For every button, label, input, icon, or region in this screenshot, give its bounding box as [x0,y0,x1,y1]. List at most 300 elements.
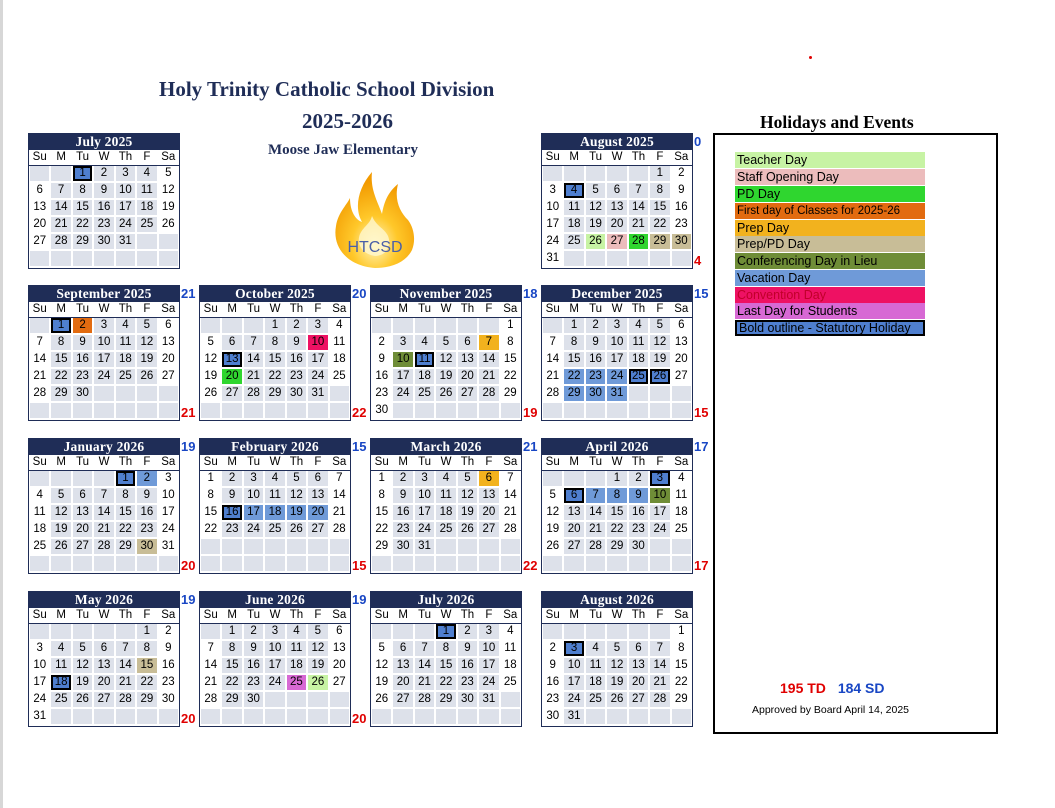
day-cell[interactable]: 30 [94,234,113,249]
day-cell[interactable]: 28 [543,386,562,401]
day-cell[interactable]: 11 [564,200,583,215]
day-cell[interactable]: 4 [564,183,583,198]
day-cell[interactable]: 5 [287,471,306,486]
day-cell[interactable]: 15 [564,352,583,367]
day-cell[interactable]: 8 [436,641,455,656]
day-cell[interactable]: 15 [501,352,520,367]
day-cell[interactable]: 28 [415,692,434,707]
day-cell[interactable]: 19 [73,675,92,690]
day-cell[interactable]: 18 [415,369,434,384]
day-cell[interactable]: 27 [159,369,178,384]
day-cell[interactable]: 9 [73,335,92,350]
day-cell[interactable]: 8 [265,335,284,350]
day-cell[interactable]: 30 [543,709,562,724]
day-cell[interactable]: 3 [116,166,135,181]
day-cell[interactable]: 16 [159,658,178,673]
day-cell[interactable]: 15 [436,658,455,673]
day-cell[interactable]: 7 [116,641,135,656]
day-cell[interactable]: 22 [372,522,391,537]
day-cell[interactable]: 21 [201,675,220,690]
day-cell[interactable]: 21 [650,675,669,690]
day-cell[interactable]: 28 [94,539,113,554]
day-cell[interactable]: 7 [415,641,434,656]
day-cell[interactable]: 29 [116,539,135,554]
day-cell[interactable]: 14 [330,488,349,503]
day-cell[interactable]: 8 [73,183,92,198]
day-cell[interactable]: 29 [672,692,691,707]
day-cell[interactable]: 29 [650,234,669,249]
day-cell[interactable]: 13 [308,488,327,503]
day-cell[interactable]: 18 [586,675,605,690]
day-cell[interactable]: 14 [479,352,498,367]
day-cell[interactable]: 13 [564,505,583,520]
day-cell[interactable]: 4 [672,471,691,486]
day-cell[interactable]: 1 [650,166,669,181]
day-cell[interactable]: 14 [94,505,113,520]
day-cell[interactable]: 20 [159,352,178,367]
day-cell[interactable]: 14 [201,658,220,673]
day-cell[interactable]: 11 [116,335,135,350]
day-cell[interactable]: 28 [116,692,135,707]
day-cell[interactable]: 25 [586,692,605,707]
day-cell[interactable]: 8 [672,641,691,656]
day-cell[interactable]: 9 [244,641,263,656]
day-cell[interactable]: 26 [73,692,92,707]
day-cell[interactable]: 19 [458,505,477,520]
day-cell[interactable]: 2 [73,318,92,333]
day-cell[interactable]: 17 [265,658,284,673]
day-cell[interactable]: 28 [330,522,349,537]
day-cell[interactable]: 9 [393,488,412,503]
day-cell[interactable]: 26 [458,522,477,537]
day-cell[interactable]: 3 [564,641,583,656]
day-cell[interactable]: 20 [73,522,92,537]
day-cell[interactable]: 3 [244,471,263,486]
day-cell[interactable]: 10 [543,200,562,215]
day-cell[interactable]: 13 [30,200,49,215]
day-cell[interactable]: 22 [137,675,156,690]
day-cell[interactable]: 29 [137,692,156,707]
day-cell[interactable]: 11 [51,658,70,673]
day-cell[interactable]: 23 [73,369,92,384]
day-cell[interactable]: 14 [629,200,648,215]
day-cell[interactable]: 22 [436,675,455,690]
day-cell[interactable]: 24 [415,522,434,537]
day-cell[interactable]: 28 [51,234,70,249]
day-cell[interactable]: 20 [672,352,691,367]
day-cell[interactable]: 4 [629,318,648,333]
day-cell[interactable]: 12 [73,658,92,673]
day-cell[interactable]: 22 [564,369,583,384]
day-cell[interactable]: 23 [372,386,391,401]
day-cell[interactable]: 10 [650,488,669,503]
day-cell[interactable]: 19 [137,352,156,367]
day-cell[interactable]: 9 [543,658,562,673]
day-cell[interactable]: 15 [201,505,220,520]
day-cell[interactable]: 10 [607,335,626,350]
day-cell[interactable]: 26 [543,539,562,554]
day-cell[interactable]: 10 [564,658,583,673]
day-cell[interactable]: 5 [607,641,626,656]
day-cell[interactable]: 12 [607,658,626,673]
day-cell[interactable]: 2 [629,471,648,486]
day-cell[interactable]: 18 [287,658,306,673]
day-cell[interactable]: 28 [629,234,648,249]
day-cell[interactable]: 31 [564,709,583,724]
day-cell[interactable]: 7 [479,335,498,350]
day-cell[interactable]: 27 [30,234,49,249]
day-cell[interactable]: 4 [137,166,156,181]
day-cell[interactable]: 31 [30,709,49,724]
day-cell[interactable]: 19 [308,658,327,673]
day-cell[interactable]: 20 [393,675,412,690]
day-cell[interactable]: 17 [564,675,583,690]
day-cell[interactable]: 21 [586,522,605,537]
day-cell[interactable]: 10 [159,488,178,503]
day-cell[interactable]: 3 [543,183,562,198]
day-cell[interactable]: 17 [308,352,327,367]
day-cell[interactable]: 14 [650,658,669,673]
day-cell[interactable]: 31 [607,386,626,401]
day-cell[interactable]: 2 [543,641,562,656]
day-cell[interactable]: 14 [244,352,263,367]
day-cell[interactable]: 22 [607,522,626,537]
day-cell[interactable]: 25 [436,522,455,537]
day-cell[interactable]: 9 [372,352,391,367]
day-cell[interactable]: 23 [458,675,477,690]
day-cell[interactable]: 14 [30,352,49,367]
day-cell[interactable]: 15 [51,352,70,367]
day-cell[interactable]: 20 [94,675,113,690]
day-cell[interactable]: 8 [51,335,70,350]
day-cell[interactable]: 21 [479,369,498,384]
day-cell[interactable]: 18 [116,352,135,367]
day-cell[interactable]: 13 [159,335,178,350]
day-cell[interactable]: 27 [393,692,412,707]
day-cell[interactable]: 18 [330,352,349,367]
day-cell[interactable]: 26 [201,386,220,401]
day-cell[interactable]: 7 [330,471,349,486]
day-cell[interactable]: 25 [116,369,135,384]
day-cell[interactable]: 8 [137,641,156,656]
day-cell[interactable]: 22 [116,522,135,537]
day-cell[interactable]: 14 [51,200,70,215]
day-cell[interactable]: 10 [265,641,284,656]
day-cell[interactable]: 10 [308,335,327,350]
day-cell[interactable]: 31 [543,251,562,266]
day-cell[interactable]: 11 [265,488,284,503]
day-cell[interactable]: 15 [73,200,92,215]
day-cell[interactable]: 3 [393,335,412,350]
day-cell[interactable]: 24 [116,217,135,232]
day-cell[interactable]: 7 [629,183,648,198]
day-cell[interactable]: 5 [372,641,391,656]
day-cell[interactable]: 5 [137,318,156,333]
day-cell[interactable]: 23 [629,522,648,537]
day-cell[interactable]: 25 [51,692,70,707]
day-cell[interactable]: 17 [543,217,562,232]
day-cell[interactable]: 3 [415,471,434,486]
day-cell[interactable]: 1 [51,318,70,333]
day-cell[interactable]: 23 [94,217,113,232]
day-cell[interactable]: 11 [330,335,349,350]
day-cell[interactable]: 16 [94,200,113,215]
day-cell[interactable]: 13 [94,658,113,673]
day-cell[interactable]: 10 [393,352,412,367]
day-cell[interactable]: 6 [479,471,498,486]
day-cell[interactable]: 29 [607,539,626,554]
day-cell[interactable]: 1 [672,624,691,639]
day-cell[interactable]: 15 [116,505,135,520]
day-cell[interactable]: 5 [458,471,477,486]
day-cell[interactable]: 24 [543,234,562,249]
day-cell[interactable]: 11 [501,641,520,656]
day-cell[interactable]: 29 [73,234,92,249]
day-cell[interactable]: 21 [501,505,520,520]
day-cell[interactable]: 26 [607,692,626,707]
day-cell[interactable]: 15 [137,658,156,673]
day-cell[interactable]: 17 [415,505,434,520]
day-cell[interactable]: 18 [672,505,691,520]
day-cell[interactable]: 2 [458,624,477,639]
day-cell[interactable]: 10 [479,641,498,656]
day-cell[interactable]: 4 [30,488,49,503]
day-cell[interactable]: 8 [222,641,241,656]
day-cell[interactable]: 29 [222,692,241,707]
day-cell[interactable]: 26 [586,234,605,249]
day-cell[interactable]: 1 [607,471,626,486]
day-cell[interactable]: 21 [629,217,648,232]
day-cell[interactable]: 15 [607,505,626,520]
day-cell[interactable]: 24 [244,522,263,537]
day-cell[interactable]: 22 [672,675,691,690]
day-cell[interactable]: 23 [672,217,691,232]
day-cell[interactable]: 4 [586,641,605,656]
day-cell[interactable]: 12 [137,335,156,350]
day-cell[interactable]: 4 [116,318,135,333]
day-cell[interactable]: 29 [51,386,70,401]
day-cell[interactable]: 6 [330,624,349,639]
day-cell[interactable]: 7 [51,183,70,198]
day-cell[interactable]: 19 [543,522,562,537]
day-cell[interactable]: 7 [650,641,669,656]
day-cell[interactable]: 21 [244,369,263,384]
day-cell[interactable]: 17 [650,505,669,520]
day-cell[interactable]: 4 [265,471,284,486]
day-cell[interactable]: 6 [629,641,648,656]
day-cell[interactable]: 16 [73,352,92,367]
day-cell[interactable]: 31 [415,539,434,554]
day-cell[interactable]: 6 [73,488,92,503]
day-cell[interactable]: 2 [372,335,391,350]
day-cell[interactable]: 25 [287,675,306,690]
day-cell[interactable]: 3 [265,624,284,639]
day-cell[interactable]: 6 [672,318,691,333]
day-cell[interactable]: 3 [94,318,113,333]
day-cell[interactable]: 13 [607,200,626,215]
day-cell[interactable]: 20 [479,505,498,520]
day-cell[interactable]: 25 [330,369,349,384]
day-cell[interactable]: 21 [51,217,70,232]
day-cell[interactable]: 11 [586,658,605,673]
day-cell[interactable]: 22 [73,217,92,232]
day-cell[interactable]: 19 [586,217,605,232]
day-cell[interactable]: 28 [244,386,263,401]
day-cell[interactable]: 6 [607,183,626,198]
day-cell[interactable]: 22 [201,522,220,537]
day-cell[interactable]: 8 [607,488,626,503]
day-cell[interactable]: 15 [650,200,669,215]
day-cell[interactable]: 8 [372,488,391,503]
day-cell[interactable]: 5 [586,183,605,198]
day-cell[interactable]: 25 [564,234,583,249]
day-cell[interactable]: 13 [393,658,412,673]
day-cell[interactable]: 2 [137,471,156,486]
day-cell[interactable]: 19 [201,369,220,384]
day-cell[interactable]: 21 [330,505,349,520]
day-cell[interactable]: 26 [308,675,327,690]
day-cell[interactable]: 7 [244,335,263,350]
day-cell[interactable]: 21 [116,675,135,690]
day-cell[interactable]: 29 [436,692,455,707]
day-cell[interactable]: 16 [222,505,241,520]
day-cell[interactable]: 13 [330,641,349,656]
day-cell[interactable]: 27 [308,522,327,537]
day-cell[interactable]: 12 [586,200,605,215]
day-cell[interactable]: 2 [287,318,306,333]
day-cell[interactable]: 10 [94,335,113,350]
day-cell[interactable]: 13 [479,488,498,503]
day-cell[interactable]: 26 [137,369,156,384]
day-cell[interactable]: 9 [222,488,241,503]
day-cell[interactable]: 12 [51,505,70,520]
day-cell[interactable]: 18 [436,505,455,520]
day-cell[interactable]: 19 [372,675,391,690]
day-cell[interactable]: 16 [287,352,306,367]
day-cell[interactable]: 2 [94,166,113,181]
day-cell[interactable]: 3 [159,471,178,486]
day-cell[interactable]: 27 [564,539,583,554]
day-cell[interactable]: 11 [629,335,648,350]
day-cell[interactable]: 8 [201,488,220,503]
day-cell[interactable]: 7 [30,335,49,350]
day-cell[interactable]: 7 [501,471,520,486]
day-cell[interactable]: 24 [607,369,626,384]
day-cell[interactable]: 12 [201,352,220,367]
day-cell[interactable]: 11 [436,488,455,503]
day-cell[interactable]: 9 [458,641,477,656]
day-cell[interactable]: 17 [607,352,626,367]
day-cell[interactable]: 12 [436,352,455,367]
day-cell[interactable]: 5 [51,488,70,503]
day-cell[interactable]: 24 [564,692,583,707]
day-cell[interactable]: 23 [543,692,562,707]
day-cell[interactable]: 27 [458,386,477,401]
day-cell[interactable]: 6 [308,471,327,486]
day-cell[interactable]: 21 [30,369,49,384]
day-cell[interactable]: 3 [308,318,327,333]
day-cell[interactable]: 1 [564,318,583,333]
day-cell[interactable]: 12 [308,641,327,656]
day-cell[interactable]: 14 [415,658,434,673]
day-cell[interactable]: 27 [73,539,92,554]
day-cell[interactable]: 20 [330,658,349,673]
day-cell[interactable]: 23 [393,522,412,537]
day-cell[interactable]: 24 [308,369,327,384]
day-cell[interactable]: 27 [607,234,626,249]
day-cell[interactable]: 24 [479,675,498,690]
day-cell[interactable]: 22 [501,369,520,384]
day-cell[interactable]: 13 [73,505,92,520]
day-cell[interactable]: 23 [137,522,156,537]
day-cell[interactable]: 18 [629,352,648,367]
day-cell[interactable]: 6 [393,641,412,656]
day-cell[interactable]: 7 [94,488,113,503]
day-cell[interactable]: 1 [222,624,241,639]
day-cell[interactable]: 10 [30,658,49,673]
day-cell[interactable]: 5 [73,641,92,656]
day-cell[interactable]: 27 [94,692,113,707]
day-cell[interactable]: 9 [94,183,113,198]
day-cell[interactable]: 30 [672,234,691,249]
day-cell[interactable]: 3 [650,471,669,486]
day-cell[interactable]: 21 [94,522,113,537]
day-cell[interactable]: 20 [30,217,49,232]
day-cell[interactable]: 23 [244,675,263,690]
day-cell[interactable]: 17 [479,658,498,673]
day-cell[interactable]: 18 [501,658,520,673]
day-cell[interactable]: 3 [479,624,498,639]
day-cell[interactable]: 31 [308,386,327,401]
day-cell[interactable]: 1 [265,318,284,333]
day-cell[interactable]: 15 [372,505,391,520]
day-cell[interactable]: 25 [265,522,284,537]
day-cell[interactable]: 20 [308,505,327,520]
day-cell[interactable]: 8 [501,335,520,350]
day-cell[interactable]: 11 [287,641,306,656]
day-cell[interactable]: 19 [650,352,669,367]
day-cell[interactable]: 24 [159,522,178,537]
day-cell[interactable]: 16 [458,658,477,673]
day-cell[interactable]: 31 [479,692,498,707]
day-cell[interactable]: 9 [159,641,178,656]
day-cell[interactable]: 14 [501,488,520,503]
day-cell[interactable]: 6 [458,335,477,350]
day-cell[interactable]: 11 [672,488,691,503]
day-cell[interactable]: 11 [415,352,434,367]
day-cell[interactable]: 30 [73,386,92,401]
day-cell[interactable]: 13 [222,352,241,367]
day-cell[interactable]: 15 [222,658,241,673]
day-cell[interactable]: 23 [159,675,178,690]
day-cell[interactable]: 27 [629,692,648,707]
day-cell[interactable]: 8 [650,183,669,198]
day-cell[interactable]: 22 [650,217,669,232]
day-cell[interactable]: 25 [672,522,691,537]
day-cell[interactable]: 25 [629,369,648,384]
day-cell[interactable]: 12 [458,488,477,503]
day-cell[interactable]: 18 [265,505,284,520]
day-cell[interactable]: 26 [159,217,178,232]
day-cell[interactable]: 19 [287,505,306,520]
day-cell[interactable]: 19 [51,522,70,537]
day-cell[interactable]: 18 [30,522,49,537]
day-cell[interactable]: 20 [629,675,648,690]
day-cell[interactable]: 28 [501,522,520,537]
day-cell[interactable]: 1 [73,166,92,181]
day-cell[interactable]: 17 [116,200,135,215]
day-cell[interactable]: 7 [201,641,220,656]
